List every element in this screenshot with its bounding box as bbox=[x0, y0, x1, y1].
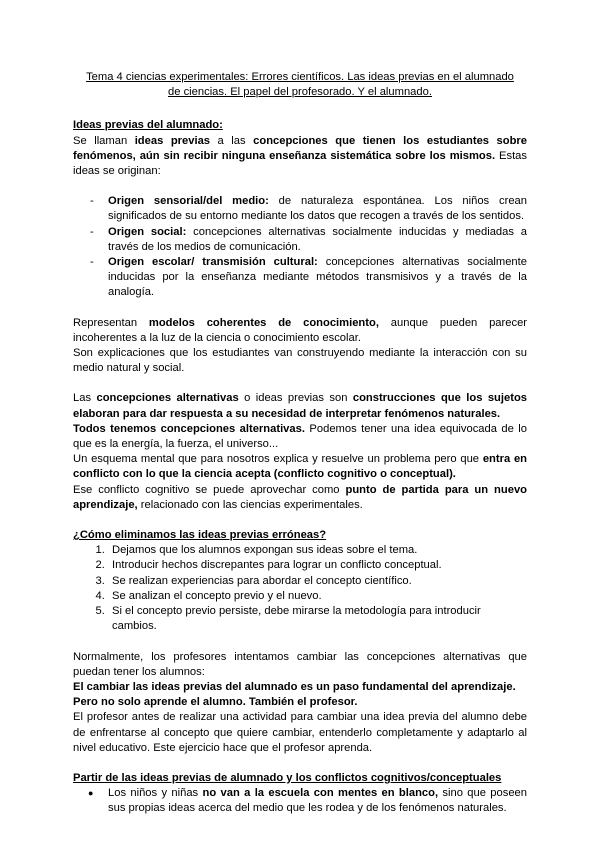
text-run: de naturaleza espontánea. Los niños crean significados de su entorno mediante los datos que recogen a través de los sentidos. bbox=[108, 195, 527, 223]
text-run: o ideas previas son bbox=[238, 392, 353, 405]
title-line-1: Tema 4 ciencias experimentales: Errores científicos. Las ideas previas en el alumnado bbox=[86, 71, 514, 83]
text-run: concepciones alternativas socialmente inducidas por la enseñanza mediante métodos transmisivos y a través de la analogía. bbox=[108, 256, 527, 299]
list-item: 5. Si el concepto previo persiste, debe mirarse la metodología para introducir cambios. bbox=[108, 604, 527, 634]
bold-run: concepciones alternativas bbox=[96, 392, 239, 405]
text-run: relacionado con las ciencias experimentales. bbox=[137, 498, 363, 511]
aprende-bold-line bbox=[73, 695, 527, 710]
profesor-paragraph: El profesor antes de realizar una actividad para cambiar una idea previa del alumno debe de enfrentarse al concepto que quiere cambiar, entenderlo completamente y adaptarlo al nivel educativo. Este ejercicio hace que el profesor aprenda. bbox=[73, 711, 527, 754]
bold-run: Todos tenemos concepciones alternativas. bbox=[73, 422, 305, 435]
text-run: Ese conflicto cognitivo se puede aprovechar como bbox=[73, 483, 346, 496]
steps-list bbox=[73, 543, 527, 634]
list-item bbox=[108, 255, 527, 301]
document-title bbox=[73, 70, 527, 100]
bold-run: construcciones que los sujetos elaboran para dar respuesta a su necesidad de interpretar fenómenos naturales. bbox=[73, 392, 528, 420]
list-item bbox=[108, 786, 527, 816]
list-item: 2. Introducir hechos discrepantes para lograr un conflicto conceptual. bbox=[108, 558, 527, 573]
text-run: Las bbox=[73, 392, 97, 405]
list-item bbox=[108, 194, 527, 224]
cambiar-bold-line bbox=[73, 680, 527, 695]
text-run: aunque pueden parecer incoherentes a la luz de la ciencia o conocimiento escolar. bbox=[73, 316, 528, 344]
text-run: Se llaman bbox=[73, 134, 135, 147]
list-item bbox=[108, 225, 527, 255]
representan-paragraph bbox=[73, 316, 527, 346]
concepciones-paragraph bbox=[73, 391, 527, 421]
normalmente-paragraph: Normalmente, los profesores intentamos cambiar las concepciones alternativas que puedan tener los alumnos: bbox=[73, 650, 527, 678]
title-line-2: de ciencias. El papel del profesorado. Y el alumnado. bbox=[168, 86, 432, 99]
origins-list bbox=[73, 194, 527, 300]
explicaciones-paragraph: Son explicaciones que los estudiantes van construyendo mediante la interacción con su medio natural y social. bbox=[73, 347, 527, 375]
text-run: Podemos tener una idea equivocada de lo que es la energía, la fuerza, el universo... bbox=[73, 422, 528, 451]
bold-run: modelos coherentes de conocimiento, bbox=[148, 316, 379, 329]
bold-run: punto de partida para un nuevo aprendizaje, bbox=[73, 483, 527, 511]
bold-run: Origen sensorial/del medio: bbox=[108, 195, 269, 208]
bold-run: concepciones que tienen los estudiantes sobre fenómenos, aún sin recibir ninguna enseñanza sistemática sobre los mismos. bbox=[73, 134, 528, 162]
conflicto-paragraph bbox=[73, 483, 527, 513]
text-run: sino que poseen sus propias ideas acerca del medio que les rodea y de los fenómenos naturales. bbox=[108, 787, 527, 815]
section-heading-ideas-previas: Ideas previas del alumnado: bbox=[73, 119, 223, 132]
list-item: 4. Se analizan el concepto previo y el nuevo. bbox=[108, 589, 527, 604]
todos-paragraph bbox=[73, 422, 527, 452]
bold-run: Pero no solo aprende el alumno. También el profesor. bbox=[73, 696, 358, 709]
bullet-list bbox=[73, 786, 527, 816]
text-run: Los niños y niñas bbox=[108, 787, 203, 800]
section-heading-partir: Partir de las ideas previas de alumnado y los conflictos cognitivos/conceptuales bbox=[73, 771, 502, 784]
bold-run: Origen social: bbox=[108, 225, 187, 238]
bold-run: Origen escolar/ transmisión cultural: bbox=[108, 256, 318, 269]
intro-paragraph bbox=[73, 134, 527, 180]
bold-run: ideas previas bbox=[134, 134, 211, 147]
section-heading-eliminar: ¿Cómo eliminamos las ideas previas erróneas? bbox=[73, 529, 327, 542]
text-run: Representan bbox=[73, 316, 149, 329]
bold-run: entra en conflicto con lo que la ciencia acepta (conflicto cognitivo o conceptual). bbox=[73, 453, 528, 481]
bold-run: El cambiar las ideas previas del alumnado es un paso fundamental del aprendizaje. bbox=[73, 680, 516, 693]
text-run: Un esquema mental que para nosotros explica y resuelve un problema pero que bbox=[73, 453, 483, 466]
text-run: Estas ideas se originan: bbox=[73, 149, 527, 178]
text-run: a las bbox=[210, 134, 254, 147]
list-item: 1. Dejamos que los alumnos expongan sus ideas sobre el tema. bbox=[108, 543, 527, 558]
text-run: concepciones alternativas socialmente inducidas y mediadas a través de los medios de comunicación. bbox=[108, 225, 528, 253]
list-item: 3. Se realizan experiencias para abordar el concepto científico. bbox=[108, 574, 527, 589]
esquema-paragraph bbox=[73, 452, 527, 482]
bold-run: no van a la escuela con mentes en blanco, bbox=[202, 787, 439, 800]
